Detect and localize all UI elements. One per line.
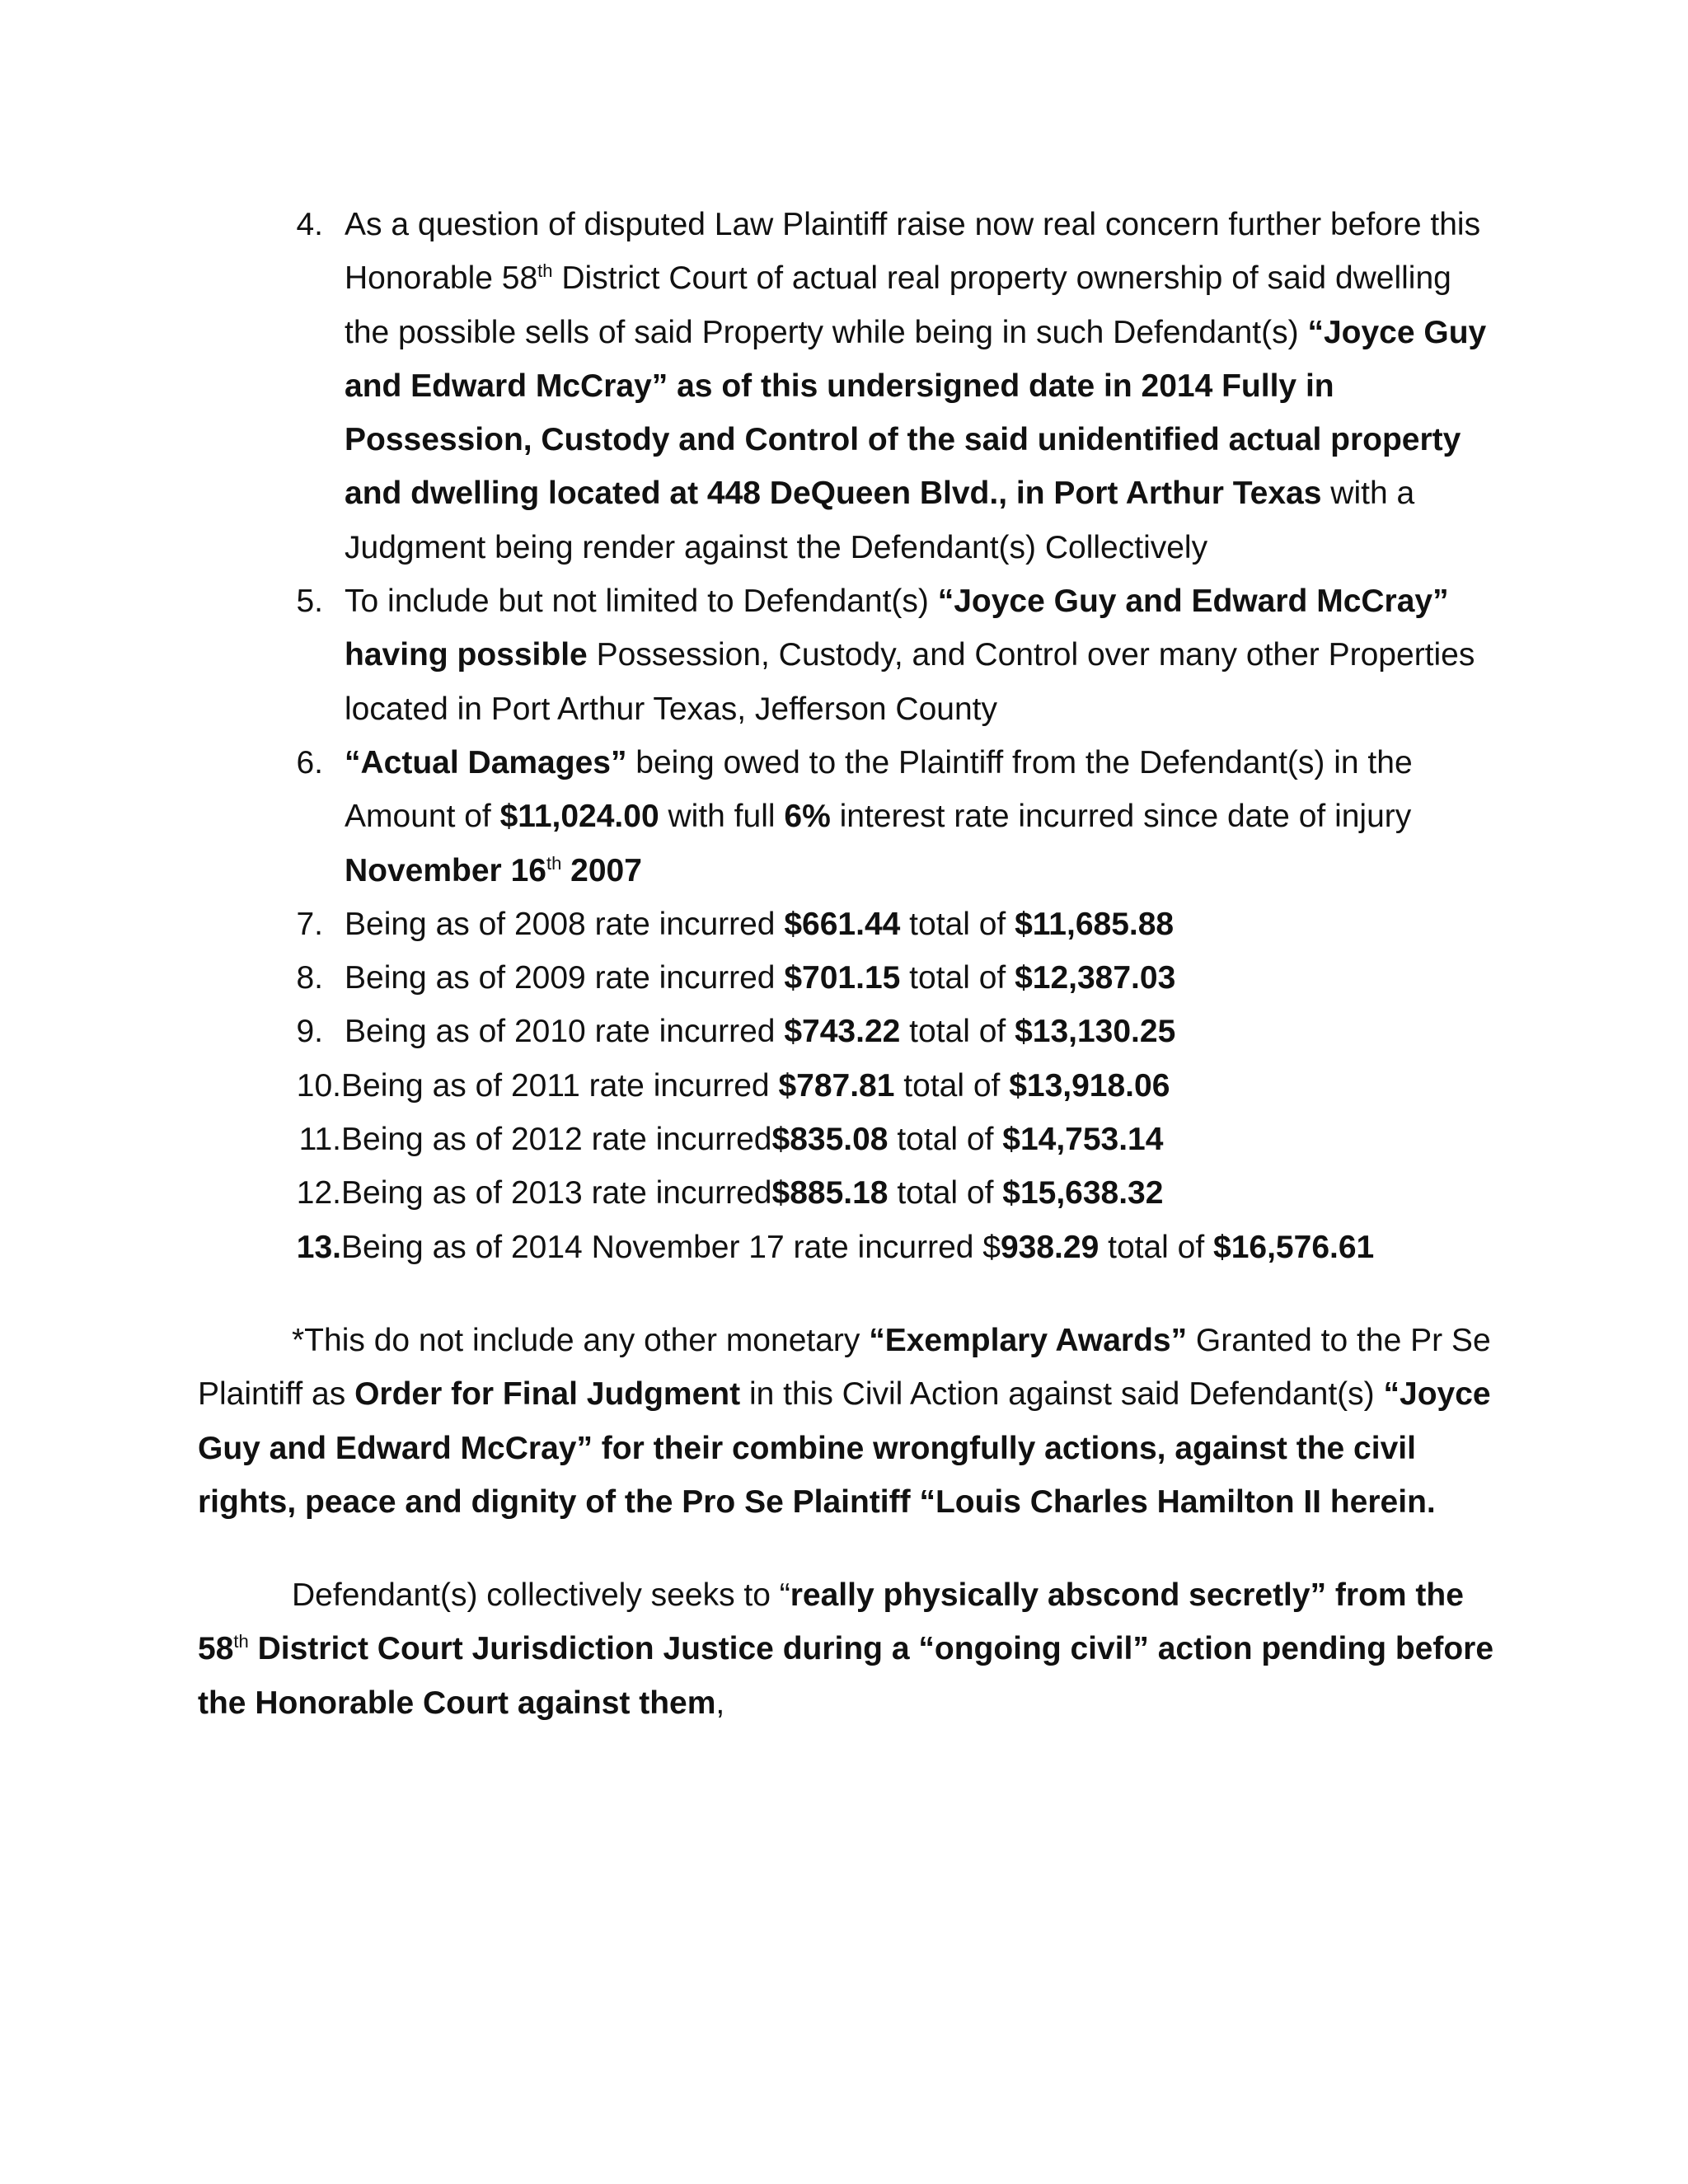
list-item-7: 7. Being as of 2008 rate incurred $661.44 total of $11,685.88 xyxy=(296,906,1175,942)
item-number: 4. xyxy=(296,207,323,242)
list-item-4: 4. As a question of disputed Law Plaintiff raise now real concern further before this Honorable 58th District Court of actual real property ownership of said dwelling the possible sells of said Property while being in such Defendant(s) “Joyce Guy and Edward McCray” as of this undersigned date in 2014 Fully in Possession, Custody and Control of the said unidentified actual property and dwelling located at 448 DeQueen Blvd., in Port Arthur Texas with a Judgment being render against the Defendant(s) Collectively xyxy=(198,198,1500,574)
item-number: 13. xyxy=(296,1229,341,1265)
list-item-11: 11. Being as of 2012 rate incurred$835.08 total of $14,753.14 xyxy=(298,1122,1164,1158)
list-item-12: 12. Being as of 2013 rate incurred$885.18 total of $15,638.32 xyxy=(296,1175,1164,1212)
list-item-10: 10. Being as of 2011 rate incurred $787.81 total of $13,918.06 xyxy=(296,1067,1170,1104)
list-item-5: 5. To include but not limited to Defendant(s) “Joyce Guy and Edward McCray” having possible Possession, Custody, and Control over many other Properties located in Port Arthur Texas, Jefferson County xyxy=(198,574,1500,736)
exemplary-awards-paragraph: *This do not include any other monetary “Exemplary Awards” Granted to the Pr Se Plaintiff as Order for Final Judgment in this Civil Action against said Defendant(s) “Joyce Guy and Edward McCray” for their combine wrongfully actions, against the civil rights, peace and dignity of the Pro Se Plaintiff “Louis Charles Hamilton II herein. xyxy=(198,1322,1491,1520)
numbered-list xyxy=(198,198,1500,1274)
item-number: 6. xyxy=(296,744,323,780)
list-item-6: 6. “Actual Damages” being owed to the Plaintiff from the Defendant(s) in the Amount of $11,024.00 with full 6% interest rate incurred since date of injury November 16th 2007 xyxy=(198,736,1500,898)
document-body xyxy=(198,198,1500,1730)
item-number: 5. xyxy=(296,583,323,620)
list-item-13: 13. Being as of 2014 November 17 rate incurred $938.29 total of $16,576.61 xyxy=(198,1221,1500,1274)
list-item-9: 9. Being as of 2010 rate incurred $743.22 total of $13,130.25 xyxy=(296,1014,1176,1050)
abscond-paragraph: Defendant(s) collectively seeks to “really physically abscond secretly” from the 58th District Court Jurisdiction Justice during a “ongoing civil” action pending before the Honorable Court against them, xyxy=(198,1577,1494,1721)
list-item-8: 8. Being as of 2009 rate incurred $701.15 total of $12,387.03 xyxy=(296,960,1176,996)
